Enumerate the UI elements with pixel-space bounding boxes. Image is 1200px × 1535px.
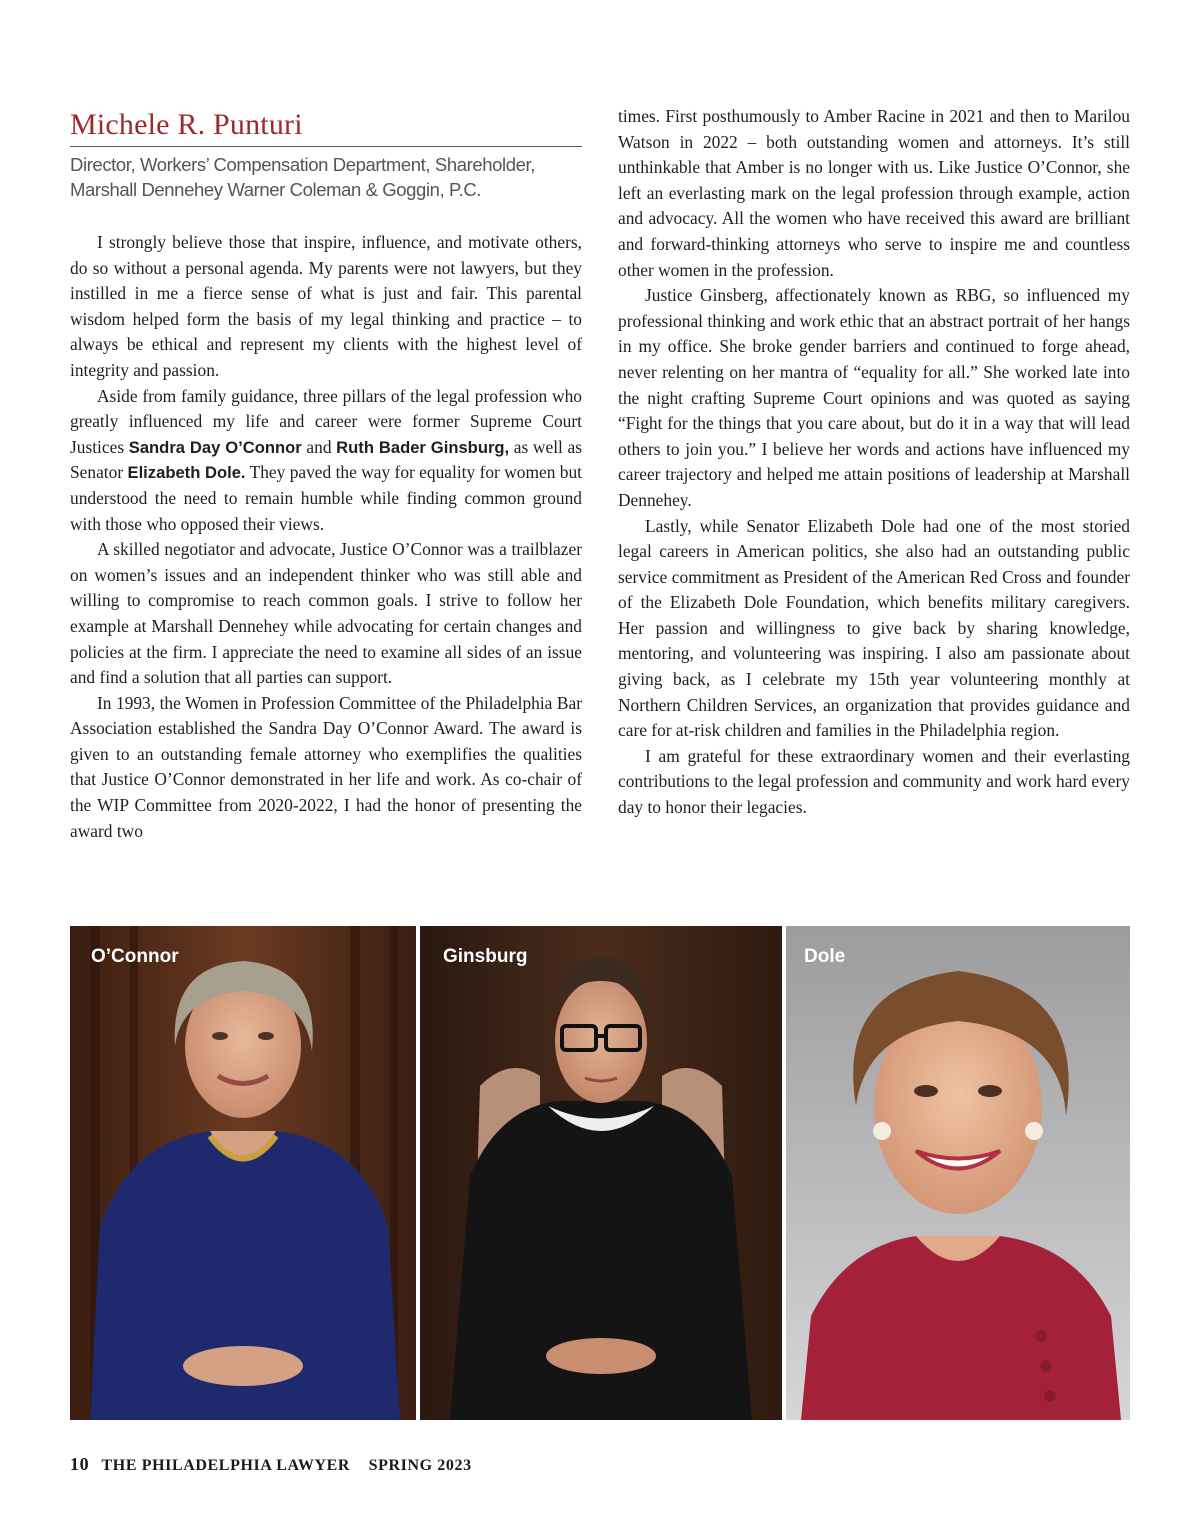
paragraph: I strongly believe those that inspire, influence, and motivate others, do so without a personal agenda. My parents were not lawyers, but they instilled in me a fierce sense of what is just and fair. This parental wisdom helped form the basis of my legal thinking and practice – to always be ethical and represent my clients with the highest level of integrity and passion.: [70, 232, 582, 380]
issue-label: SPRING 2023: [368, 1457, 472, 1474]
photo-ginsburg: [420, 926, 782, 1420]
paragraph-text: Aside from family guidance, three pillars of the legal profession who greatly influenced my life and career were former Supreme Court Justices: [70, 385, 582, 457]
paragraph: [70, 384, 582, 538]
caption-oconnor: O’Connor: [91, 946, 179, 967]
paragraph: times. First posthumously to Amber Racine in 2021 and then to Marilou Watson in 2022 – both outstanding women and attorneys. It’s still unthinkable that Amber is no longer with us. Like Justice O’Connor, she left an everlasting mark on the legal profession through example, action and advocacy. All the women who have received this award are brilliant and forward-thinking attorneys who serve to inspire me and countless other women in the profession.: [618, 106, 1130, 280]
paragraph-text: They paved the way for equality for women but understood the need to remain humble while finding common ground with those who opposed their views.: [70, 462, 582, 534]
magazine-title: THE PHILADELPHIA LAWYER: [101, 1457, 351, 1474]
portrait-oconnor: [70, 926, 416, 1420]
paragraph: Lastly, while Senator Elizabeth Dole had one of the most storied legal careers in American politics, she also had an outstanding public service commitment as President of the American Red Cross and founder of the Elizabeth Dole Foundation, which benefits military caregivers. Her passion and willingness to give back by sharing knowledge, mentoring, and volunteering was inspiring. I also am passionate about giving back, as I celebrate my 15th year volunteering monthly at Northern Children Services, an organization that provides guidance and care for at-risk children and families in the Philadelphia region.: [618, 515, 1130, 741]
paragraph: In 1993, the Women in Profession Committee of the Philadelphia Bar Association established the Sandra Day O’Connor Award. The award is given to an outstanding female attorney who exemplifies the qualities that Justice O’Connor demonstrated in her life and work. As co-chair of the WIP Committee from 2020-2022, I had the honor of presenting the award two: [70, 692, 582, 841]
caption-dole: Dole: [804, 946, 846, 967]
caption-ginsburg: Ginsburg: [443, 946, 528, 967]
portrait-dole: [786, 926, 1130, 1420]
highlight-name-dole: Elizabeth Dole.: [127, 463, 246, 483]
paragraph: A skilled negotiator and advocate, Justice O’Connor was a trailblazer on women’s issues and an independent thinker who was still able and willing to compromise to reach common goals. I strive to follow her example at Marshall Dennehey while advocating for certain changes and policies at the firm. I appreciate the need to examine all sides of an issue and find a solution that all parties can support.: [70, 539, 582, 688]
photo-oconnor: [70, 926, 416, 1420]
author-title-line2: Marshall Dennehey Warner Coleman & Goggin, P.C.: [70, 179, 482, 200]
portrait-ginsburg: [420, 926, 782, 1420]
page-footer: [70, 1454, 472, 1475]
paragraph: I am grateful for these extraordinary women and their everlasting contributions to the legal profession and community and work hard every day to honor their legacies.: [618, 745, 1130, 818]
paragraph-text: as well as Senator: [70, 436, 582, 483]
article-right-column: [618, 104, 1130, 821]
photo-dole: [786, 926, 1130, 1420]
paragraph-text: and: [301, 436, 337, 457]
page-number: 10: [70, 1454, 90, 1474]
author-title: [70, 152, 590, 202]
author-title-line1: Director, Workers’ Compensation Department, Shareholder,: [70, 154, 535, 175]
highlight-name-oconnor: Sandra Day O’Connor: [128, 437, 302, 457]
author-name: Michele R. Punturi: [70, 106, 582, 147]
highlight-name-ginsburg: Ruth Bader Ginsburg,: [336, 437, 510, 457]
article-left-column: [70, 230, 582, 844]
paragraph: Justice Ginsberg, affectionately known as RBG, so influenced my professional thinking and work ethic that an abstract portrait of her hangs in my office. She broke gender barriers and continued to forge ahead, never relenting on her mantra of “equality for all.” She worked late into the night crafting Supreme Court opinions and was quoted as saying “Fight for the things that you care about, but do it in a way that will lead others to join you.” I believe her words and actions have influenced my career trajectory and helped me attain positions of leadership at Marshall Dennehey.: [618, 285, 1130, 510]
